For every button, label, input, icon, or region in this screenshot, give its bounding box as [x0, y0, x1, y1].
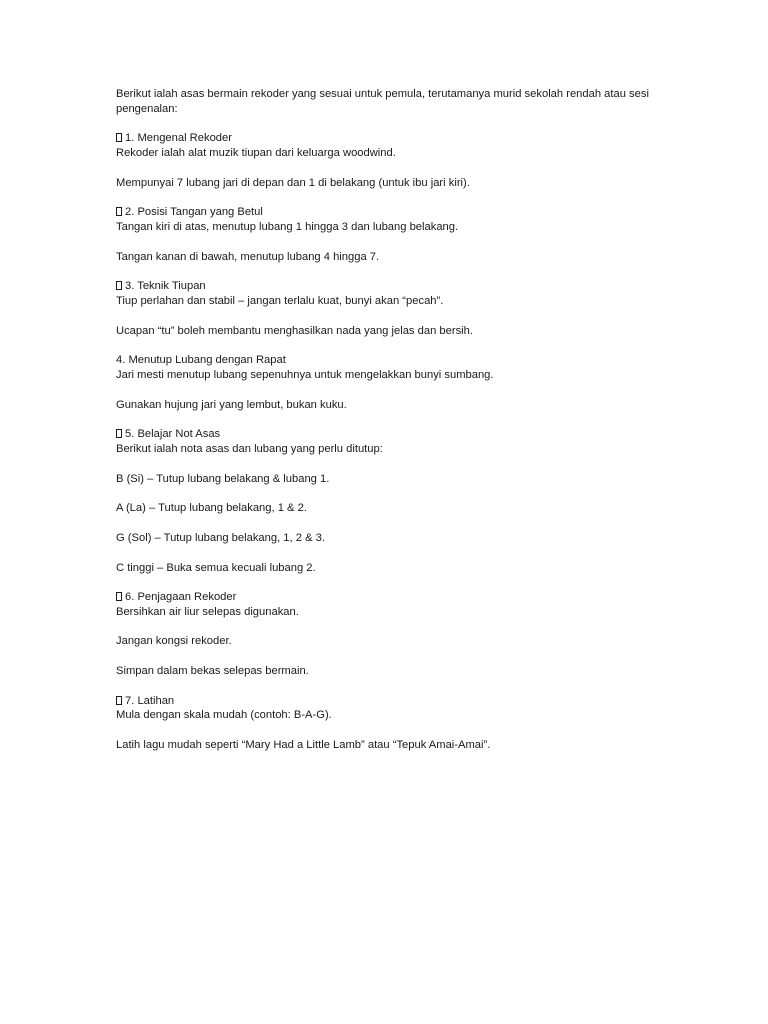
section-line: Ucapan “tu” boleh membantu menghasilkan nada yang jelas dan bersih.	[116, 324, 473, 337]
section-line: G (Sol) – Tutup lubang belakang, 1, 2 & 3.	[116, 531, 325, 544]
missing-glyph-icon	[116, 429, 122, 438]
intro-paragraph: Berikut ialah asas bermain rekoder yang sesuai untuk pemula, terutamanya murid sekolah rendah atau sesi pengenalan:	[116, 88, 653, 115]
section-line: Tiup perlahan dan stabil – jangan terlalu kuat, bunyi akan “pecah”.	[116, 295, 444, 308]
missing-glyph-icon	[116, 281, 122, 290]
section-heading	[116, 694, 656, 709]
section-heading-text: 1. Mengenal Rekoder	[125, 132, 232, 145]
document-page	[116, 87, 656, 768]
section-1	[116, 131, 656, 190]
section-line: B (Si) – Tutup lubang belakang & lubang 1.	[116, 472, 330, 485]
section-line: Jangan kongsi rekoder.	[116, 635, 232, 648]
section-heading	[116, 590, 656, 605]
section-line: C tinggi – Buka semua kecuali lubang 2.	[116, 561, 316, 574]
section-line: A (La) – Tutup lubang belakang, 1 & 2.	[116, 502, 307, 515]
section-line: Mula dengan skala mudah (contoh: B-A-G).	[116, 709, 332, 722]
section-heading-text: 6. Penjagaan Rekoder	[125, 591, 237, 604]
section-line: Mempunyai 7 lubang jari di depan dan 1 di belakang (untuk ibu jari kiri).	[116, 176, 470, 189]
section-3	[116, 279, 656, 338]
section-heading	[116, 279, 656, 294]
missing-glyph-icon	[116, 207, 122, 216]
section-heading-text: 7. Latihan	[125, 694, 175, 707]
section-heading-text: 3. Teknik Tiupan	[125, 280, 206, 293]
section-line: Simpan dalam bekas selepas bermain.	[116, 665, 309, 678]
section-line: Bersihkan air liur selepas digunakan.	[116, 605, 299, 618]
section-heading	[116, 427, 656, 442]
section-line: Berikut ialah nota asas dan lubang yang perlu ditutup:	[116, 443, 383, 456]
section-4	[116, 353, 656, 412]
section-line: Tangan kiri di atas, menutup lubang 1 hingga 3 dan lubang belakang.	[116, 221, 459, 234]
missing-glyph-icon	[116, 133, 122, 142]
section-line: Gunakan hujung jari yang lembut, bukan kuku.	[116, 398, 347, 411]
section-heading	[116, 353, 656, 368]
section-6	[116, 590, 656, 679]
section-heading	[116, 205, 656, 220]
section-line: Jari mesti menutup lubang sepenuhnya untuk mengelakkan bunyi sumbang.	[116, 369, 494, 382]
section-line: Rekoder ialah alat muzik tiupan dari keluarga woodwind.	[116, 147, 396, 160]
section-2	[116, 205, 656, 264]
missing-glyph-icon	[116, 592, 122, 601]
section-heading-text: 4. Menutup Lubang dengan Rapat	[116, 354, 286, 367]
missing-glyph-icon	[116, 696, 122, 705]
section-7	[116, 694, 656, 753]
section-heading-text: 5. Belajar Not Asas	[125, 428, 221, 441]
section-5	[116, 427, 656, 575]
section-heading	[116, 131, 656, 146]
section-line: Tangan kanan di bawah, menutup lubang 4 hingga 7.	[116, 250, 380, 263]
section-heading-text: 2. Posisi Tangan yang Betul	[125, 206, 263, 219]
section-line: Latih lagu mudah seperti “Mary Had a Little Lamb” atau “Tepuk Amai-Amai”.	[116, 739, 491, 752]
